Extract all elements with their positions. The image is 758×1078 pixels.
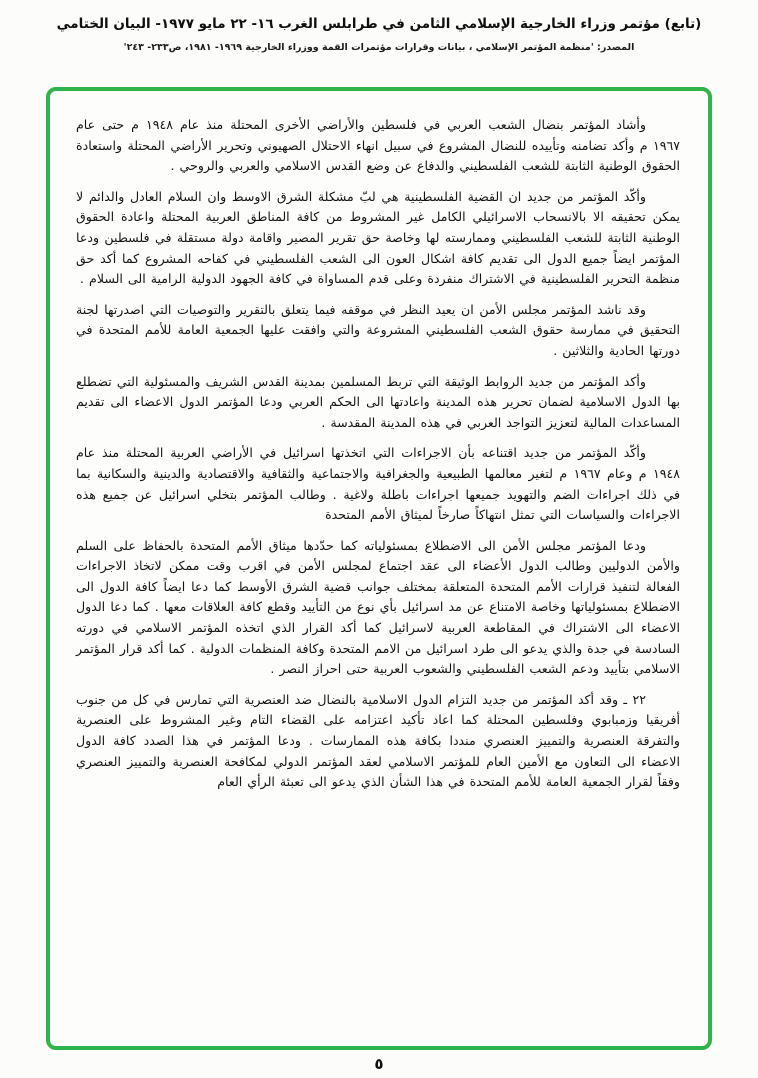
body-paragraph: وأكّد المؤتمر من جديد اقتناعه بأن الاجراءات التي اتخذتها اسرائيل في الأراضي العربية المحتلة منذ عام ١٩٤٨ م وعام ١٩٦٧ م لتغير معالمها الطبيعية والجغرافية والاجتماعية والثقافية والاقتصادية والدينية والسكانية بما في ذلك اجراءات الضم والتهويد جميعها اجراءات باطلة ولاغية . وطالب المؤتمر بتخلي اسرائيل عن جميع هذه الاجراءات والسياسات التي تمثل انتهاكاً صارخاً لميثاق الأمم المتحدة (76, 445, 680, 523)
content-frame (46, 87, 712, 1050)
body-paragraph: ٢٢ ـ وقد أكد المؤتمر من جديد التزام الدول الاسلامية بالنضال ضد العنصرية التي تمارس في كل من جنوب أفريقيا وزمبابوي وفلسطين المحتلة كما اعاد تأكيد اعتزامه على القضاء التام وغير المشروط على العنصرية والتفرقة العنصرية والتمييز العنصري منددا بكافة هذه الممارسات . ودعا المؤتمر في هذا الصدد كافة الدول الاعضاء الى التعاون مع الأمين العام للمؤتمر الاسلامي لعقد المؤتمر الدولي لمكافحة العنصرية والتمييز العنصري وفقاً لقرار الجمعية العامة للأمم المتحدة في هذا الشأن الذي يدعو الى تعبئة الرأي العام (76, 691, 680, 790)
body-paragraph: وأشاد المؤتمر بنضال الشعب العربي في فلسطين والأراضي الأخرى المحتلة منذ عام ١٩٤٨ م حتى عام ١٩٦٧ م وأكد تضامنه وتأييده للنضال المشروع في سبيل انهاء الاحتلال الصهيوني وتحرير الأراضي المحتلة واستعادة الحقوق الوطنية الثابتة للشعب الفلسطيني والدفاع عن وضع القدس الاسلامي والعربي والروحي . (76, 117, 680, 174)
body-paragraph: ودعا المؤتمر مجلس الأمن الى الاضطلاع بمسئولياته كما حدّدها ميثاق الأمم المتحدة بالحفاظ على السلم والأمن الدوليين وطالب الدول الأعضاء الى عقد اجتماع لمجلس الأمن في اقرب وقت ممكن لاتخاذ الاجراءات الفعالة لتنفيذ قرارات الأمم المتحدة المتعلقة بمختلف جوانب قضية الشرق الأوسط كما دعا ايضاً كافة الدول الى الاضطلاع بمسئولياتها وخاصة الامتناع عن مد اسرائيل بأي نوع من التأييد وقطع كافة العلاقات معها . كما دعا الدول الاعضاء الى الاشتراك في المقاطعة العربية لاسرائيل كما أكد القرار الذي اتخذه المؤتمر الاسلامي في دورته السادسة في جدة والذي يدعو الى طرد اسرائيل من الامم المتحدة وكافة المنظمات الدولية . كما أكد قرار المؤتمر الاسلامي بتأييد ودعم الشعب الفلسطيني والشعوب العربية حتى احراز النصر . (75, 537, 680, 677)
document-source-line: المصدر: 'منظمة المؤتمر الإسلامي ، بيانات وقرارات مؤتمرات القمة ووزراء الخارجية ١٩٦٩- ١٩٨١، ص٢٣٣- ٢٤٣' (123, 42, 635, 54)
body-paragraph: وقد ناشد المؤتمر مجلس الأمن ان يعيد النظر في موقفه فيما يتعلق بالتقرير والتوصيات التي اصدرتها لجنة التحقيق في ممارسة حقوق الشعب الفلسطيني المشروعة والتي وافقت عليها الجمعية العامة للأمم المتحدة في دورتها الحادية والثلاثين . (76, 301, 680, 358)
document-header (20, 14, 738, 53)
body-paragraph: وأكّد المؤتمر من جديد ان القضية الفلسطينية هي لبّ مشكلة الشرق الاوسط وان السلام العادل والدائم لا يمكن تحقيقه الا بالانسحاب الاسرائيلي الكامل غير المشروط من كافة المناطق العربية المحتلة واعادة الحقوق الوطنية الثابتة للشعب الفلسطيني وممارسته لها وخاصة حق تقرير المصير واقامة دولة مستقلة في فلسطين ودعا المؤتمر ايضاً جميع الدول الى تقديم كافة اشكال العون الى الشعب الفلسطيني في كفاحه المشروع كما أكد حق منظمة التحرير الفلسطينية في الاشتراك منفردة وعلى قدم المساواة في كافة الجهود الدولية الرامية الى السلام . (76, 188, 680, 287)
body-paragraph: وأكد المؤتمر من جديد الروابط الوثيقة التي تربط المسلمين بمدينة القدس الشريف والمسئولية التي تضطلع بها الدول الاسلامية لضمان تحرير هذه المدينة واعادتها الى الحكم العربي ودعا المؤتمر الدول الاعضاء الى تقديم المساعدات المالية لتعزيز التواجد العربي في هذه المدينة المقدسة . (76, 373, 680, 430)
page-number: ٥ (374, 1055, 384, 1073)
document-title: (تابع) مؤتمر وزراء الخارجية الإسلامي الثامن في طرابلس الغرب ١٦- ٢٢ مايو ١٩٧٧- البيان الختامي (56, 16, 702, 32)
